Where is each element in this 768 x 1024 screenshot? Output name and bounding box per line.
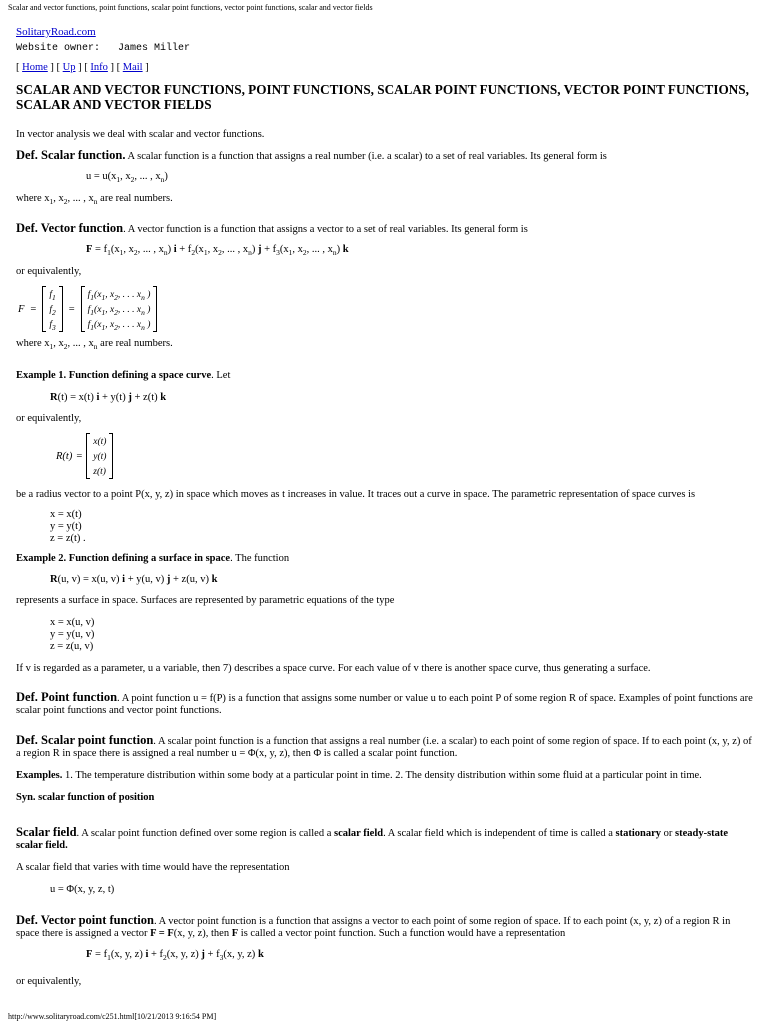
def-text: . A point function u = f(P) is a function that assigns some number or value u to each point P of some region R of space. Examples of point functions are scalar point functions and vector point functions. [16, 693, 753, 716]
nav-up-link[interactable]: Up [62, 62, 76, 73]
param-line: x = x(t) [50, 509, 82, 520]
where-text-2: where $x_1$, $x_2$, ... , $x_n$ are real numbers. [16, 338, 173, 352]
owner-line [16, 43, 756, 54]
page-footer-url: http://www.solitaryroad.com/c251.html[10/21/2013 9:16:54 PM] [8, 1012, 217, 1021]
example-text: . The function [230, 553, 290, 564]
or-equivalently-2: or equivalently, [16, 413, 82, 424]
example-term: Example 2. Function defining a surface in space [16, 553, 231, 564]
v-parameter-text: If v is regarded as a parameter, u a variable, then 7) describes a space curve. For each value of v there is another space curve, thus generating a surface. [16, 663, 651, 674]
def-term: Def. Vector function [16, 221, 124, 235]
def-bold: steady-state scalar field. [16, 828, 729, 851]
def-bold: stationary [615, 828, 661, 839]
synonym-text: Syn. scalar function of position [16, 792, 155, 803]
surface-equation: R(u, v) = x(u, v) i + y(u, v) j + z(u, v) k [50, 574, 218, 585]
def-bold: F [231, 928, 239, 939]
scalar-field-def [16, 826, 756, 852]
nav-bar: [ Home ] [ Up ] [ Info ] [ Mail ] [16, 62, 149, 73]
example-2 [16, 553, 756, 565]
def-bold: F = F [150, 928, 174, 939]
page-title: SCALAR AND VECTOR FUNCTIONS, POINT FUNCTIONS, SCALAR POINT FUNCTIONS, VECTOR POINT FUNCTIONS, SCALAR AND VECTOR FIELDS [16, 82, 749, 112]
scalar-field-equation: u = Φ(x, y, z, t) [50, 884, 115, 895]
param-line: z = z(t) . [50, 533, 86, 544]
def-text: . A scalar point function defined over some region is called a [76, 828, 334, 839]
def-term: Scalar field [16, 825, 77, 839]
nav-info-link[interactable]: Info [90, 62, 108, 73]
def-term: Def. Vector point function [16, 913, 154, 927]
def-text: (x, y, z), then [173, 928, 232, 939]
example-term: Example 1. Function defining a space curve [16, 370, 212, 381]
nav-home-link[interactable]: Home [22, 62, 48, 73]
param-line: y = y(t) [50, 521, 82, 532]
vector-function-def [16, 222, 756, 236]
surface-text: represents a surface in space. Surfaces are represented by parametric equations of the type [16, 595, 395, 606]
def-term: Def. Scalar point function [16, 733, 154, 747]
def-text: A scalar function is a function that assigns a real number (i.e. a scalar) to a set of real variables. Its general form is [125, 151, 607, 162]
def-text: . A vector point function is a function that assigns a vector to each point of some region of space. If to each point (x, y, z) of a region R in space there is assigned a vector [16, 916, 731, 939]
site-link[interactable]: SolitaryRoad.com [16, 26, 96, 38]
def-text: . A scalar point function is a function that assigns a real number (i.e. a scalar) to each point of some region of space. If to each point (x, y, z) of a region R in space there is assigned a real number u = Φ(x, y, z), then Φ is called a scalar point function. [16, 736, 752, 759]
examples-body: 1. The temperature distribution within some body at a particular point in time. 2. The density distribution within some fluid at a particular point in time. [62, 770, 702, 781]
owner-name: James Miller [118, 43, 191, 54]
or-equivalently-3: or equivalently, [16, 976, 82, 987]
example-text: . Let [211, 370, 231, 381]
def-text: . A scalar field which is independent of time is called a [383, 828, 616, 839]
document-body [16, 26, 756, 988]
param-list-2 [16, 617, 756, 653]
examples-text [16, 770, 756, 782]
vector-point-equation: $F = f_1(x$, y, z) $i + f_2(x$, y, z) $j + f_3(x$, y, z) k [86, 949, 264, 963]
where-text-1: where $x_1$, $x_2$, ... , $x_n$ are real numbers. [16, 193, 173, 207]
param-line: x = x(u, v) [50, 617, 95, 628]
def-text: . A vector function is a function that assigns a vector to a set of real variables. Its general form is [123, 224, 528, 235]
examples-label: Examples. [16, 770, 63, 781]
def-bold: scalar field [334, 828, 384, 839]
def-text: or [660, 828, 675, 839]
owner-label: Website owner: [16, 43, 101, 54]
space-curve-equation: R(t) = x(t) i + y(t) j + z(t) k [50, 392, 167, 403]
def-term: Def. Scalar function. [16, 148, 126, 162]
def-term: Def. Point function [16, 690, 118, 704]
radius-matrix-equation: R(t) = x(t) y(t) z(t) [56, 433, 756, 479]
intro-text: In vector analysis we deal with scalar and vector functions. [16, 129, 265, 140]
vector-matrix-equation: F = $f_1$ $f_2$ $f_3$ = $f_1(x_1$, $x_2$, . . . $x_n$ ) $f_1(x_1$, $x_2$, . . . $x_n$ ) $f_1(x_1$, $x_2$, . . . $x_n$ ) [16, 286, 756, 332]
radius-text: be a radius vector to a point P(x, y, z) in space which moves as t increases in value. It traces out a curve in space. The parametric representation of space curves is [16, 489, 696, 500]
where-real: are real numbers. [100, 338, 173, 349]
def-text: is called a vector point function. Such a function would have a representation [238, 928, 566, 939]
scalar-function-def [16, 149, 756, 163]
or-equivalently-1: or equivalently, [16, 266, 82, 277]
vector-point-function-def [16, 914, 756, 940]
param-line: z = z(u, v) [50, 641, 94, 652]
scalar-function-equation: $u = u(x_1$, $x_2$, ... , $x_n$) [86, 171, 168, 185]
scalar-point-function-def [16, 734, 756, 760]
vector-function-equation: $F = f_1(x_1$, $x_2$, ... , $x_n$) $i + f_2(x_1$, $x_2$, ... , $x_n$) $j + f_3(x_1$, $x_2$, ... , $x_n$) k [86, 244, 349, 258]
where-real: are real numbers. [100, 193, 173, 204]
param-list-1 [16, 509, 756, 545]
varies-text: A scalar field that varies with time would have the representation [16, 862, 290, 873]
example-1 [16, 370, 756, 382]
nav-mail-link[interactable]: Mail [122, 62, 143, 73]
param-line: y = y(u, v) [50, 629, 95, 640]
page-header-title: Scalar and vector functions, point functions, scalar point functions, vector point functions, scalar and vector fields [8, 3, 373, 12]
point-function-def [16, 691, 756, 717]
